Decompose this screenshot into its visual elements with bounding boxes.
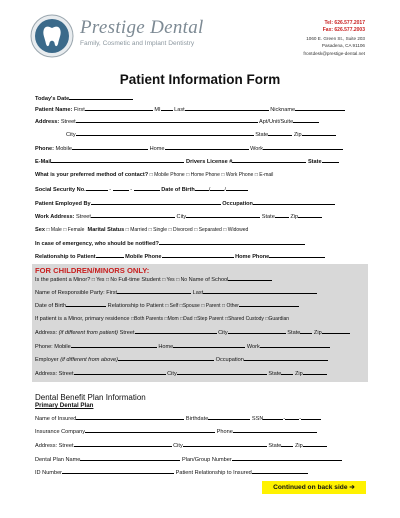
insured-ssn-label: SSN: [251, 416, 264, 422]
continued-on-back-banner: Continued on back side ➔: [262, 481, 366, 494]
marital-opt-married[interactable]: □ Married: [125, 227, 148, 233]
minor-phone-row: [35, 342, 330, 351]
dental-heading: Dental Benefit Plan Information: [35, 393, 146, 402]
plan-group-field[interactable]: [232, 455, 342, 461]
residence-opt-dad[interactable]: □Dad: [180, 316, 193, 322]
dob-year[interactable]: [226, 185, 248, 191]
insurance-company-field[interactable]: [85, 427, 215, 433]
minor-work-field[interactable]: [260, 342, 330, 348]
residence-opt-mom[interactable]: □Mom: [164, 316, 179, 322]
occupation-label: Occupation: [222, 201, 253, 207]
contact-opt-work[interactable]: □ Work Phone: [221, 172, 254, 178]
responsible-label: Name of Responsible Party:: [35, 290, 105, 296]
state-label: State: [255, 132, 269, 138]
id-number-field[interactable]: [62, 468, 174, 474]
minor-no[interactable]: □ No: [105, 277, 117, 283]
dental-subheading: Primary Dental Plan: [35, 402, 94, 409]
residence-opt-shared[interactable]: □Shared Custody: [225, 316, 264, 322]
contact-method-row: [35, 171, 273, 179]
home-label: Home: [149, 146, 165, 152]
insurance-zip-field[interactable]: [303, 441, 327, 447]
insurance-company-row: [35, 427, 317, 436]
minor-zip-label: Zip: [313, 330, 322, 336]
minor-street2-field[interactable]: [74, 369, 166, 375]
minor-mobile-field[interactable]: [71, 342, 157, 348]
id-number-row: [35, 468, 308, 477]
rel-insured-field[interactable]: [252, 468, 308, 474]
insurance-zip-label: Zip: [294, 443, 303, 449]
relationship-row: [35, 252, 325, 261]
last-name-label: Last: [174, 107, 185, 113]
minor-employer-note: (if different from above): [60, 357, 119, 363]
work-zip-label: Zip: [290, 214, 299, 220]
minor-question-row: [35, 275, 272, 284]
minor-employer-field[interactable]: [118, 355, 214, 361]
mobile-label: Mobile: [55, 146, 73, 152]
contact-opt-email[interactable]: □ E-mail: [254, 172, 274, 178]
minor-address-note: (if different from patient): [58, 330, 119, 336]
responsible-first-field[interactable]: [117, 288, 191, 294]
responsible-dob-label: Date of Birth: [35, 303, 67, 309]
city-row: [66, 130, 336, 139]
rel-to-patient-label: Relationship to Patient: [107, 303, 164, 309]
insurance-street-field[interactable]: [74, 441, 172, 447]
minor-yes[interactable]: □ Yes: [91, 277, 105, 283]
responsible-first-label: First: [106, 290, 118, 296]
minor-occupation-field[interactable]: [244, 355, 328, 361]
todays-date-field[interactable]: [69, 94, 133, 100]
minor-city-label: City: [218, 330, 228, 336]
residence-row: [35, 315, 289, 323]
dl-state-label: State: [307, 159, 322, 165]
city-field[interactable]: [76, 130, 254, 136]
todays-date-row: [35, 94, 133, 103]
minor-zip2-label: Zip: [294, 371, 303, 377]
practice-address1: 1060 E. Green St., Suite 203: [306, 35, 365, 41]
emergency-mobile-field[interactable]: [162, 252, 234, 258]
emergency-row: [35, 239, 305, 248]
work-street-label: Street: [76, 214, 91, 220]
minor-city2-label: City: [167, 371, 177, 377]
emergency-mobile-label: Mobile Phone: [125, 254, 162, 260]
practice-fax: Fax: 626.577.2003: [322, 27, 365, 34]
residence-opt-step[interactable]: □Step Parent: [194, 316, 224, 322]
insured-ssn-3[interactable]: [301, 414, 321, 420]
dl-state-field[interactable]: [322, 157, 339, 163]
rel-insured-label: Patient Relationship to Insured: [175, 470, 252, 476]
rel-opt-spouse[interactable]: □Spouse: [179, 303, 200, 309]
occupation-field[interactable]: [253, 199, 335, 205]
dob-month[interactable]: [195, 185, 209, 191]
birthdate-label: Birthdate: [185, 416, 209, 422]
insured-label: Name of Insured: [35, 416, 77, 422]
email-label: E-Mail: [35, 159, 52, 165]
minor-city-field[interactable]: [228, 328, 286, 334]
sex-marital-row: [35, 226, 248, 234]
practice-brand: Prestige Dental: [80, 17, 204, 38]
work-state-field[interactable]: [275, 212, 289, 218]
minor-zip-field[interactable]: [322, 328, 350, 334]
ssn-field-2[interactable]: [113, 185, 129, 191]
zip-field[interactable]: [302, 130, 336, 136]
work-city-field[interactable]: [186, 212, 260, 218]
residence-opt-both[interactable]: □Both Parents: [131, 316, 164, 322]
practice-tagline: Family, Cosmetic and Implant Dentistry: [80, 40, 195, 47]
street-label: Street: [60, 119, 76, 125]
residence-question: If patient is a Minor, primary residence: [35, 316, 130, 322]
minor-street-label: Street: [119, 330, 135, 336]
practice-address2: Pasadena, CA 91106: [321, 43, 365, 49]
full-time-no[interactable]: □ No: [176, 277, 188, 283]
minor-state-field[interactable]: [300, 328, 312, 334]
insurance-city-label: City: [173, 443, 183, 449]
plan-name-label: Dental Plan Name: [35, 457, 81, 463]
minor-zip2-field[interactable]: [303, 369, 327, 375]
insured-ssn-2[interactable]: [285, 414, 299, 420]
work-field[interactable]: [263, 144, 343, 150]
emergency-home-field[interactable]: [269, 252, 325, 258]
employed-row: [35, 199, 335, 208]
apt-label: Apt/Unit/Suite: [259, 119, 294, 125]
residence-opt-guardian[interactable]: □Guardian: [265, 316, 290, 322]
first-name-label: First: [73, 107, 85, 113]
insured-field[interactable]: [76, 414, 184, 420]
minor-state2-field[interactable]: [281, 369, 293, 375]
work-state-label: State: [261, 214, 275, 220]
marital-opt-single[interactable]: □ Single: [148, 227, 168, 233]
nickname-field[interactable]: [295, 105, 345, 111]
ssn-field-3[interactable]: [134, 185, 160, 191]
patient-name-label: Patient Name:: [35, 107, 73, 113]
street-field[interactable]: [76, 117, 258, 123]
work-label: Work: [250, 146, 264, 152]
responsible-dob-field[interactable]: [66, 301, 106, 307]
first-name-field[interactable]: [85, 105, 153, 111]
minor-occupation-label: Occupation: [215, 357, 244, 363]
work-zip-field[interactable]: [298, 212, 322, 218]
home-field[interactable]: [165, 144, 249, 150]
last-name-field[interactable]: [185, 105, 269, 111]
contact-opt-home[interactable]: □ Home Phone: [186, 172, 220, 178]
insured-row: Name of Insured Birthdate SSN - -: [35, 414, 321, 423]
apt-field[interactable]: [293, 117, 319, 123]
birthdate-field[interactable]: [208, 414, 250, 420]
employed-by-label: Patient Employed By: [35, 201, 91, 207]
mobile-field[interactable]: [72, 144, 148, 150]
insurance-address-label: Address:: [35, 443, 58, 449]
ssn-row: Social Security No. - - Date of Birth / /: [35, 185, 248, 194]
insurance-state-label: State: [268, 443, 282, 449]
minor-address-row: [35, 328, 350, 337]
work-address-row: [35, 212, 322, 221]
minor-work-label: Work: [246, 344, 260, 350]
plan-name-field[interactable]: [80, 455, 180, 461]
minor-address2-row: [35, 369, 327, 378]
responsible-row: [35, 288, 317, 297]
practice-tel: Tel: 626.577.2017: [324, 20, 365, 26]
emergency-question: In case of emergency, who should be notified?: [35, 241, 159, 247]
marital-label: Marital Status: [87, 227, 125, 233]
address-label: Address:: [35, 119, 60, 125]
minor-home-label: Home: [158, 344, 174, 350]
todays-date-label: Today's Date: [35, 96, 70, 102]
rel-opt-self[interactable]: □ Self: [165, 303, 179, 309]
mi-field[interactable]: [161, 105, 173, 111]
insurance-address-row: [35, 441, 327, 450]
dob-day[interactable]: [210, 185, 224, 191]
minors-heading: FOR CHILDREN/MINORS ONLY:: [35, 266, 150, 275]
city-label: City: [66, 132, 76, 138]
work-city-label: City: [176, 214, 187, 220]
minor-state2-label: State: [268, 371, 282, 377]
relationship-label: Relationship to Patient: [35, 254, 96, 260]
full-time-yes[interactable]: □ Yes: [162, 277, 175, 283]
minor-state-label: State: [287, 330, 301, 336]
marital-opt-separated[interactable]: □ Separated: [194, 227, 222, 233]
rel-opt-other[interactable]: □ Other: [222, 303, 239, 309]
id-number-label: ID Number: [35, 470, 63, 476]
phone-label: Phone:: [35, 146, 54, 152]
insurance-street-label: Street: [58, 443, 74, 449]
school-label: Name of School: [188, 277, 229, 283]
insurance-phone-label: Phone: [216, 429, 233, 435]
insurance-phone-field[interactable]: [233, 427, 317, 433]
plan-group-label: Plan/Group Number: [181, 457, 232, 463]
state-field[interactable]: [268, 130, 292, 136]
rel-opt-parent[interactable]: □ Parent: [201, 303, 221, 309]
contact-opt-mobile[interactable]: □ Mobile Phone: [149, 172, 185, 178]
school-field[interactable]: [228, 275, 272, 281]
form-title: Patient Information Form: [119, 72, 281, 87]
relationship-field[interactable]: [96, 252, 124, 258]
marital-opt-widowed[interactable]: □ Widowed: [223, 227, 249, 233]
minor-employer-row: [35, 355, 328, 364]
contact-method-question: What is your preferred method of contact?: [35, 172, 149, 178]
rel-other-field[interactable]: [239, 301, 299, 307]
address-row: [35, 117, 319, 126]
plan-name-row: [35, 455, 342, 464]
sex-opt-female[interactable]: □ Female: [63, 227, 85, 233]
work-street-field[interactable]: [91, 212, 175, 218]
phone-row: [35, 144, 343, 153]
ssn-field-1[interactable]: [86, 185, 108, 191]
minor-street2-label: Street: [58, 371, 74, 377]
minor-phone-label: Phone:: [35, 344, 53, 350]
email-row: [35, 157, 339, 166]
insured-ssn-1[interactable]: [263, 414, 283, 420]
work-address-label: Work Address:: [35, 214, 75, 220]
minor-street-field[interactable]: [135, 328, 217, 334]
practice-contact: [303, 20, 365, 57]
insurance-state-field[interactable]: [281, 441, 293, 447]
ssn-label: Social Security No.: [35, 187, 86, 193]
emergency-home-label: Home Phone: [235, 254, 270, 260]
mi-label: MI: [154, 107, 161, 113]
minor-question: Is the patient a Minor?: [35, 277, 91, 283]
email-field[interactable]: [51, 157, 184, 163]
minor-address-label: Address:: [35, 330, 58, 336]
minor-employer-label: Employer: [35, 357, 59, 363]
patient-name-row: [35, 105, 345, 114]
responsible-last-label: Last: [192, 290, 204, 296]
employed-by-field[interactable]: [91, 199, 221, 205]
drivers-license-field[interactable]: [232, 157, 306, 163]
minor-city2-field[interactable]: [177, 369, 267, 375]
emergency-field[interactable]: [159, 239, 305, 245]
drivers-license-label: Drivers License #: [186, 159, 233, 165]
minor-address2-label: Address:: [35, 371, 58, 377]
full-time-label: Full-time Student: [118, 277, 161, 283]
sex-label: Sex: [35, 227, 45, 233]
marital-opt-divorced[interactable]: □ Divorced: [168, 227, 193, 233]
dob-label: Date of Birth: [161, 187, 195, 193]
sex-opt-male[interactable]: □ Male: [46, 227, 62, 233]
practice-logo: [30, 14, 204, 58]
minor-home-field[interactable]: [173, 342, 245, 348]
insurance-city-field[interactable]: [183, 441, 267, 447]
minor-mobile-label: Mobile: [54, 344, 71, 350]
insurance-company-label: Insurance Company: [35, 429, 86, 435]
nickname-label: Nickname: [270, 107, 296, 113]
practice-email: frontdesk@prestige-dental.net: [303, 50, 365, 56]
zip-label: Zip: [293, 132, 302, 138]
responsible-dob-row: [35, 301, 299, 310]
tooth-logo-icon: [30, 14, 74, 58]
responsible-last-field[interactable]: [203, 288, 317, 294]
